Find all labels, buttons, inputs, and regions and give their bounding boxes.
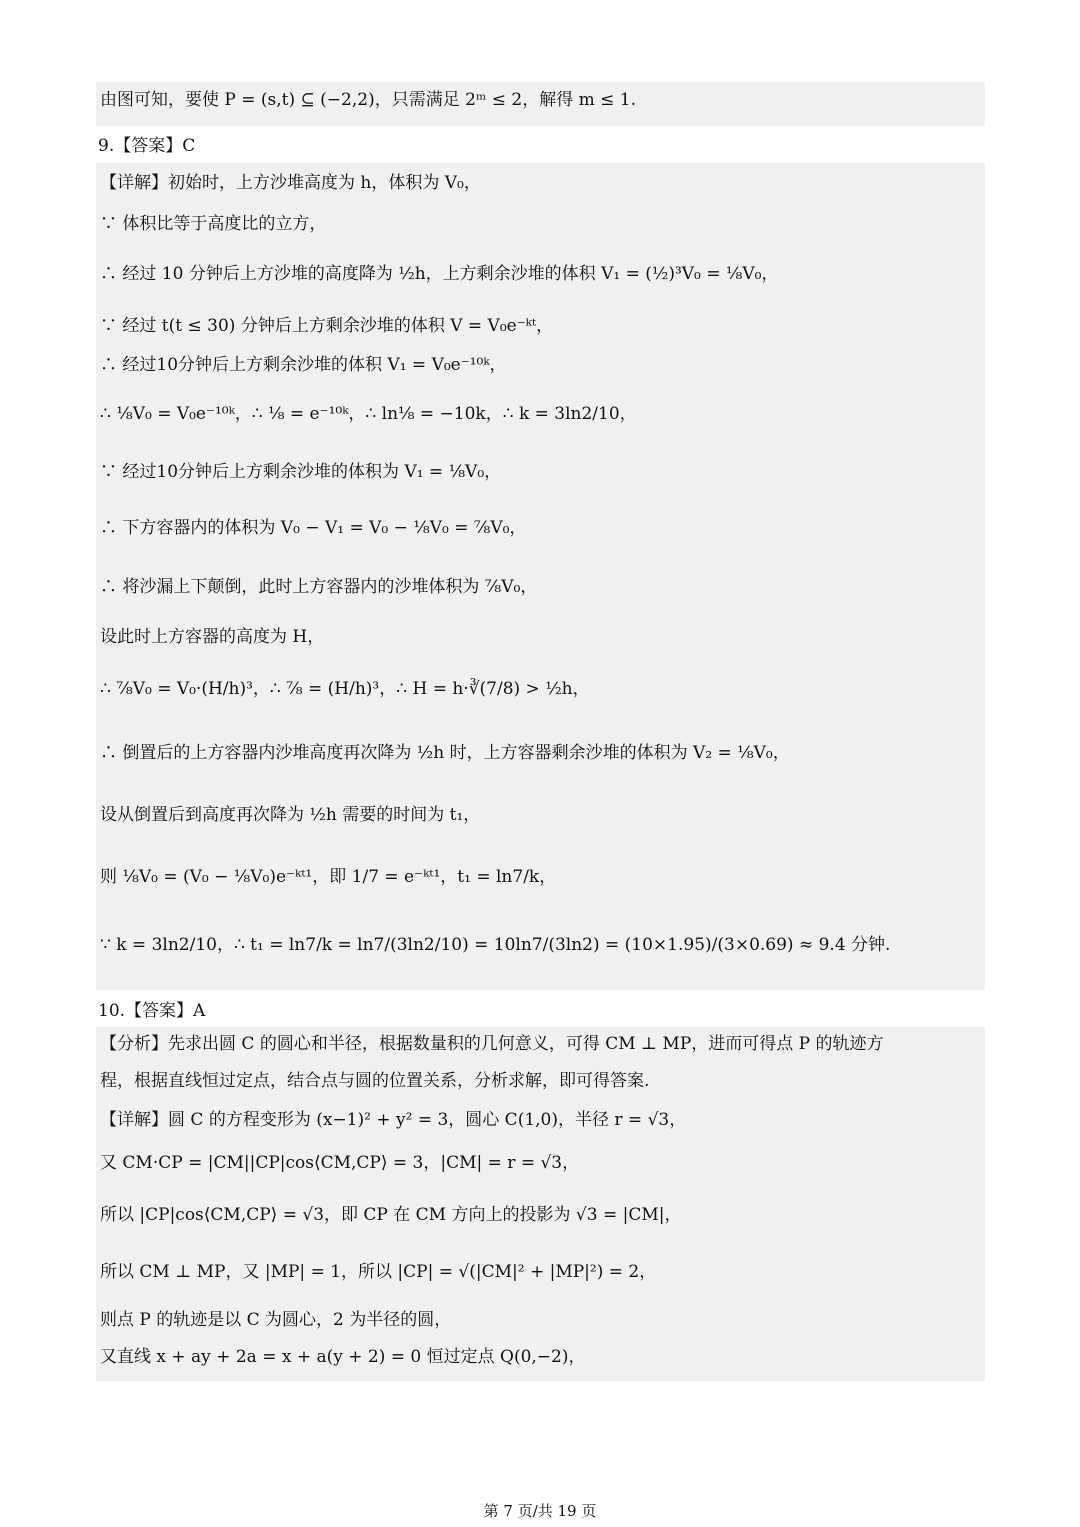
q9-solution-line: 设此时上方容器的高度为 H， bbox=[100, 627, 325, 647]
q10-answer-heading: 10.【答案】A bbox=[98, 1001, 206, 1021]
q10-solution-line: 所以 CM ⊥ MP，又 |MP| = 1，所以 |CP| = √(|CM|² + |MP|²) = 2， bbox=[100, 1262, 657, 1282]
q9-solution-line: ∵ k = 3ln2/10，∴ t₁ = ln7/k = ln7/(3ln2/10) = 10ln7/(3ln2) = (10×1.95)/(3×0.69) ≈ 9.4 分钟. bbox=[100, 935, 891, 955]
q10-analysis-line: 【分析】先求出圆 C 的圆心和半径，根据数量积的几何意义，可得 CM ⊥ MP，进而可得点 P 的轨迹方 bbox=[100, 1034, 884, 1054]
q9-solution-line: ∴ 经过 10 分钟后上方沙堆的高度降为 ½h，上方剩余沙堆的体积 V₁ = (½)³V₀ = ⅛V₀， bbox=[100, 264, 779, 284]
q10-solution-line: 【详解】圆 C 的方程变形为 (x−1)² + y² = 3，圆心 C(1,0)，半径 r = √3， bbox=[100, 1110, 687, 1130]
q9-solution-line: 【详解】初始时，上方沙堆高度为 h，体积为 V₀， bbox=[100, 173, 481, 193]
q9-solution-line: ∴ 下方容器内的体积为 V₀ − V₁ = V₀ − ⅛V₀ = ⅞V₀， bbox=[100, 518, 527, 538]
q9-solution-line: ∵ 体积比等于高度比的立方， bbox=[100, 214, 327, 234]
q9-solution-line: ∵ 经过10分钟后上方剩余沙堆的体积为 V₁ = ⅛V₀， bbox=[100, 462, 502, 482]
q9-solution-line: ∴ 倒置后的上方容器内沙堆高度再次降为 ½h 时，上方容器剩余沙堆的体积为 V₂ = ⅛V₀， bbox=[100, 743, 790, 763]
q9-solution-line: 设从倒置后到高度再次降为 ½h 需要的时间为 t₁， bbox=[100, 805, 481, 825]
q9-solution-line: ∴ ⅛V₀ = V₀e⁻¹⁰ᵏ，∴ ⅛ = e⁻¹⁰ᵏ，∴ ln⅛ = −10k，∴ k = 3ln2/10， bbox=[100, 404, 637, 424]
q9-solution-line: 则 ⅛V₀ = (V₀ − ⅛V₀)e⁻ᵏᵗ¹，即 1/7 = e⁻ᵏᵗ¹，t₁ = ln7/k， bbox=[100, 867, 557, 887]
q9-solution-line: ∴ ⅞V₀ = V₀·(H/h)³，∴ ⅞ = (H/h)³，∴ H = h·∛(7/8) > ½h， bbox=[100, 679, 590, 699]
q9-answer-heading: 9.【答案】C bbox=[98, 136, 196, 156]
q10-analysis-line: 程，根据直线恒过定点，结合点与圆的位置关系，分析求解，即可得答案. bbox=[100, 1071, 650, 1091]
q10-solution-line: 又 CM·CP = |CM||CP|cos⟨CM,CP⟩ = 3，|CM| = r = √3， bbox=[100, 1153, 580, 1173]
q9-solution-line: ∴ 将沙漏上下颠倒，此时上方容器内的沙堆体积为 ⅞V₀， bbox=[100, 577, 538, 597]
q10-solution-line: 所以 |CP|cos⟨CM,CP⟩ = √3，即 CP 在 CM 方向上的投影为 √3 = |CM|， bbox=[100, 1205, 682, 1225]
q10-solution-line: 又直线 x + ay + 2a = x + a(y + 2) = 0 恒过定点 Q(0,−2)， bbox=[100, 1347, 586, 1367]
q10-solution-line: 则点 P 的轨迹是以 C 为圆心，2 为半径的圆， bbox=[100, 1310, 452, 1330]
q9-solution-line: ∵ 经过 t(t ≤ 30) 分钟后上方剩余沙堆的体积 V = V₀e⁻ᵏᵗ， bbox=[100, 316, 554, 336]
q9-solution-line: ∴ 经过10分钟后上方剩余沙堆的体积 V₁ = V₀e⁻¹⁰ᵏ， bbox=[100, 355, 507, 375]
q8-conclusion-line: 由图可知，要使 P = (s,t) ⊆ (−2,2)，只需满足 2ᵐ ≤ 2，解得 m ≤ 1. bbox=[100, 90, 637, 110]
page-number-footer: 第 7 页/共 19 页 bbox=[483, 1502, 597, 1520]
